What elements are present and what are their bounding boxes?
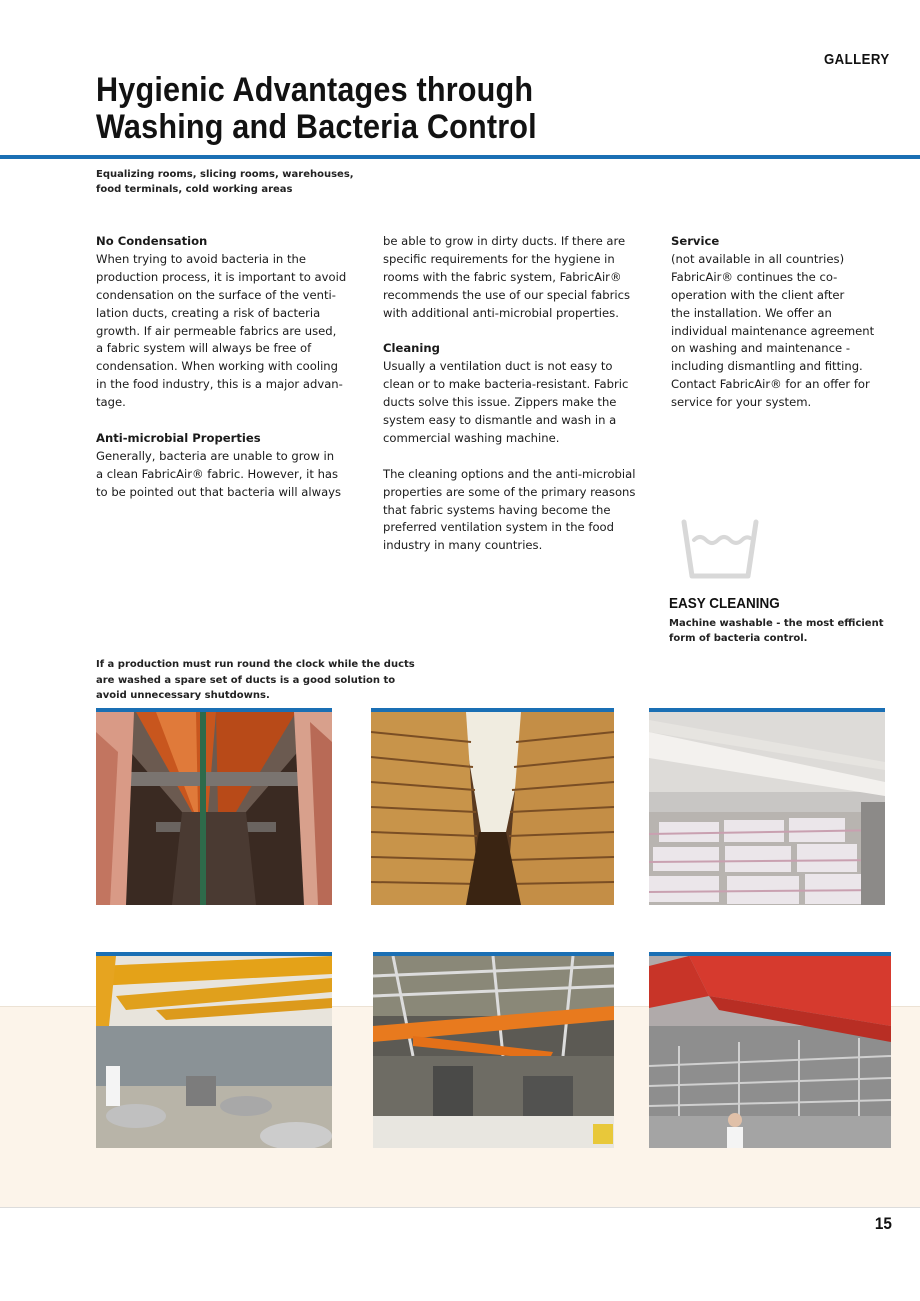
body-line: on washing and maintenance - xyxy=(671,341,851,356)
title-line: Hygienic Advantages through xyxy=(96,71,534,109)
photo-meat-hanging-room xyxy=(96,708,332,905)
subtitle-line: food terminals, cold working areas xyxy=(96,184,293,195)
body-line: service for your system. xyxy=(671,395,812,410)
body-line: condensation. When working with cooling xyxy=(96,359,339,374)
body-line: operation with the client after xyxy=(671,287,845,302)
page-number: 15 xyxy=(874,1214,892,1233)
body-line: tage. xyxy=(96,395,126,410)
heading-anti-microbial: Anti-microbial Properties xyxy=(96,430,261,445)
body-line: production process, it is important to avoid xyxy=(96,269,347,284)
caption-line: form of bacteria control. xyxy=(669,633,808,644)
body-line: system easy to dismantle and wash in a xyxy=(383,413,617,428)
paragraph-gap xyxy=(383,323,651,341)
caption-line: avoid unnecessary shutdowns. xyxy=(96,690,270,701)
caption-line: If a production must run round the clock while the ducts xyxy=(96,659,415,670)
body-line: the installation. We offer an xyxy=(671,305,832,320)
body-line: that fabric systems having become the xyxy=(383,502,611,517)
body-line: to be pointed out that bacteria will always xyxy=(96,484,342,499)
body-line: (not available in all countries) xyxy=(671,251,845,266)
body-line: including dismantling and fitting. xyxy=(671,359,863,374)
text-column-1 xyxy=(96,233,364,502)
body-line: a fabric system will always be free of xyxy=(96,341,312,356)
body-line: rooms with the fabric system, FabricAir® xyxy=(383,269,622,284)
photo-hall-red-duct xyxy=(649,952,891,1148)
body-line: Usually a ventilation duct is not easy to xyxy=(383,359,613,374)
body-line: a clean FabricAir® fabric. However, it has xyxy=(96,466,339,481)
title-rule xyxy=(0,155,920,159)
body-line: commercial washing machine. xyxy=(383,430,560,445)
body-line: recommends the use of our special fabrics xyxy=(383,287,631,302)
text-column-3 xyxy=(671,233,893,412)
body-line: condensation on the surface of the venti- xyxy=(96,287,336,302)
title-line: Washing and Bacteria Control xyxy=(96,108,537,146)
body-line: with additional anti-microbial properties. xyxy=(383,305,619,320)
photo-drying-racks xyxy=(371,708,614,905)
body-line: preferred ventilation system in the food xyxy=(383,520,614,535)
section-label: GALLERY xyxy=(824,51,890,68)
body-line: The cleaning options and the anti-microbial xyxy=(383,466,636,481)
body-line: ducts solve this issue. Zippers make the xyxy=(383,395,617,410)
wash-basin-icon xyxy=(678,516,764,586)
body-line: Generally, bacteria are unable to grow in xyxy=(96,448,335,463)
body-line: growth. If air permeable fabrics are used, xyxy=(96,323,337,338)
heading-cleaning: Cleaning xyxy=(383,341,440,356)
body-line: be able to grow in dirty ducts. If there are xyxy=(383,234,626,248)
body-line: lation ducts, creating a risk of bacteria xyxy=(96,305,321,320)
paragraph-gap xyxy=(96,412,364,430)
body-line: Contact FabricAir® for an offer for xyxy=(671,377,870,392)
body-line: clean or to make bacteria-resistant. Fabric xyxy=(383,377,629,392)
body-line: properties are some of the primary reasons xyxy=(383,484,636,499)
body-line: When trying to avoid bacteria in the xyxy=(96,251,306,266)
subtitle-line: Equalizing rooms, slicing rooms, warehouses, xyxy=(96,169,354,180)
caption-line: Machine washable - the most efficient xyxy=(669,618,884,629)
photo-processing-hall-yellow xyxy=(96,952,332,1148)
body-line: specific requirements for the hygiene in xyxy=(383,251,615,266)
paragraph-gap xyxy=(383,448,651,466)
caption-line: are washed a spare set of ducts is a good solution to xyxy=(96,674,396,686)
text-column-2 xyxy=(383,233,651,555)
page-subtitle xyxy=(96,167,376,197)
heading-service: Service xyxy=(671,234,720,248)
heading-no-condensation: No Condensation xyxy=(96,234,208,248)
body-line: FabricAir® continues the co- xyxy=(671,269,838,284)
photo-warehouse xyxy=(649,708,885,905)
body-line: individual maintenance agreement xyxy=(671,323,875,338)
body-line: in the food industry, this is a major advan- xyxy=(96,377,343,392)
gallery-caption xyxy=(96,657,436,704)
photo-factory-orange xyxy=(373,952,614,1148)
body-line: industry in many countries. xyxy=(383,538,543,553)
page-title xyxy=(96,72,537,146)
easy-cleaning-caption xyxy=(669,616,899,646)
easy-cleaning-heading: EASY CLEANING xyxy=(669,595,780,612)
